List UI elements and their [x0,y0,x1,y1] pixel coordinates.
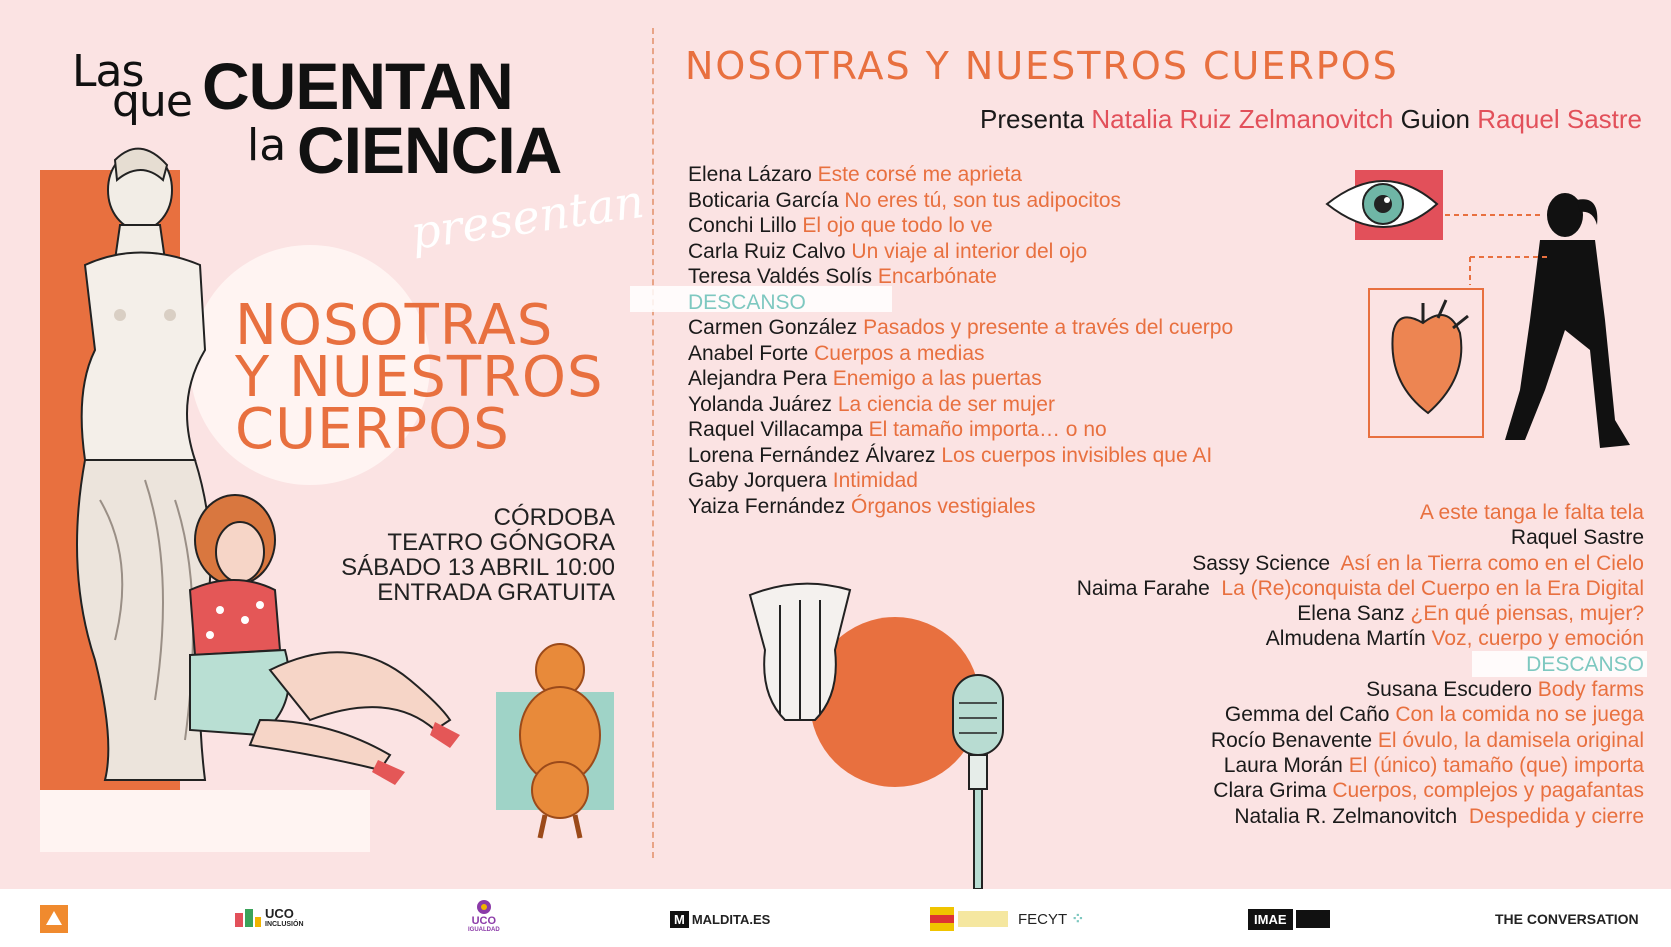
talk-title: Encarbónate [877,265,997,288]
list-item [688,315,1388,341]
talk-title: Este corsé me aprieta [817,163,1022,186]
left-panel [0,0,650,889]
uco-inclusion-text: UCO [265,906,294,921]
uco-igualdad-text: UCO [471,915,497,927]
list-item [688,213,1388,239]
talk-title: ¿En qué piensas, mujer? [1410,602,1644,626]
talk-title: Los cuerpos invisibles que AI [941,443,1213,467]
talk-title: Voz, cuerpo y emoción [1431,627,1644,651]
uco-inclusion-logo [235,903,304,935]
list-item [688,468,1388,494]
list-item [688,264,1388,290]
list-item [880,551,1644,576]
event-city: CÓRDOBA [493,504,615,531]
uco-inclusion-icon [235,909,261,929]
maldita-text: MALDITA.ES [691,911,771,927]
imae-logo [1248,903,1330,935]
microphone-illustration [945,673,1011,889]
white-floor-decoration [40,790,370,852]
left-title-line1: NOSOTRAS [235,293,554,358]
event-venue: TEATRO GÓNGORA [387,529,615,556]
list-item [688,162,1388,188]
spain-government-icon [930,907,1010,931]
speaker-name: Almudena Martín [1265,627,1426,651]
list-item [880,626,1644,651]
eye-illustration [1325,168,1445,242]
credits-line [830,104,1642,135]
writer-name: Raquel Sastre [1477,104,1642,134]
speaker-name: Anabel Forte [688,341,809,365]
brand-que-text: que [112,76,192,127]
presenter-name: Natalia Ruiz Zelmanovitch [1091,104,1394,134]
speaker-name: Yolanda Juárez [688,392,833,416]
speaker-name: Raquel Villacampa [688,418,863,441]
presenta-label: Presenta [980,104,1085,134]
the-conversation-text: THE CONVERSATION [1495,911,1639,927]
brand-la-text: la [247,120,287,171]
venus-willendorf-illustration [510,640,610,840]
talk-title: El ojo que todo lo ve [802,214,993,237]
speaker-name: Elena Sanz [1297,602,1405,626]
list-item [688,392,1388,418]
maldita-logo [670,903,770,935]
speaker-name: Naima Farahe [1076,576,1210,600]
speaker-name: Elena Lázaro [688,163,812,186]
hands-logo-icon [40,905,68,933]
vertical-divider [652,28,654,858]
talk-title: Cuerpos, complejos y pagafantas [1332,779,1644,803]
speaker-name: Carla Ruiz Calvo [688,239,846,263]
special-talk-speaker: Raquel Sastre [1510,526,1644,550]
presentan-script-text: presentan [407,173,648,261]
event-entry: ENTRADA GRATUITA [377,579,615,606]
talk-title: Pasados y presente a través del cuerpo [863,316,1234,339]
partner-logo-1 [40,903,68,935]
list-item [688,188,1388,214]
speaker-name: Gemma del Caño [1224,703,1390,727]
talk-title: El óvulo, la damisela original [1377,728,1644,752]
list-item [688,341,1388,367]
fecyt-dots-icon: ⁘ [1071,911,1085,928]
brand-ciencia-text: CIENCIA [297,113,562,187]
uco-igualdad-logo [468,899,500,939]
talk-title: Enemigo a las puertas [832,367,1042,390]
break-label: DESCANSO [1526,652,1644,676]
speaker-name: Sassy Science [1192,551,1330,575]
uco-igualdad-subtext: IGUALDAD [468,927,500,933]
uco-igualdad-icon [474,899,494,915]
corset-illustration [740,575,860,725]
talk-title: Un viaje al interior del ojo [851,239,1088,263]
speaker-name: Lorena Fernández Álvarez [688,443,936,467]
imae-theater-icon [1296,910,1330,928]
list-item [880,601,1644,626]
guion-label: Guion [1400,104,1470,134]
list-item [688,239,1388,265]
talk-title: Así en la Tierra como en el Cielo [1340,551,1644,575]
speaker-name: Conchi Lillo [688,214,797,237]
list-item [880,576,1644,601]
dashed-connector-lines [1440,200,1550,290]
talk-title: Órganos vestigiales [851,494,1036,518]
talk-title: Intimidad [832,469,918,492]
left-show-title [235,293,615,462]
speaker-name: Carmen González [688,316,858,339]
fecyt-text: FECYT [1018,910,1068,928]
left-title-line3: CUERPOS [235,397,510,462]
speaker-name: Susana Escudero [1366,678,1532,702]
talk-title: La (Re)conquista del Cuerpo en la Era Digital [1221,576,1644,600]
special-talk-title: A este tanga le falta tela [1419,501,1644,524]
event-date: SÁBADO 13 ABRIL 10:00 [341,554,615,581]
speaker-name: Yaiza Fernández [688,494,846,518]
talk-title: Body farms [1537,678,1644,702]
talk-title: No eres tú, son tus adipocitos [844,188,1122,212]
brand-las-text: Las [72,46,144,97]
fecyt-logo [930,903,1085,935]
talk-title: El (único) tamaño (que) importa [1348,753,1644,777]
talk-title: Cuerpos a medias [814,341,985,365]
talk-title: Despedida y cierre [1468,804,1644,828]
speaker-name: Natalia R. Zelmanovitch [1234,804,1458,828]
talk-title: Con la comida no se juega [1395,703,1644,727]
brand-cuentan-text: CUENTAN [202,49,513,123]
event-info [300,505,615,605]
brand-logo [72,40,592,187]
speaker-name: Laura Morán [1223,753,1343,777]
program-list-first-half [688,162,1388,519]
heart-organ-illustration [1368,288,1484,438]
talk-title: El tamaño importa… o no [868,418,1107,441]
program-title: NOSOTRAS Y NUESTROS CUERPOS [685,44,1399,88]
list-item [688,366,1388,392]
break-label: DESCANSO [688,290,806,314]
maldita-m-icon: M [670,911,689,928]
speaker-name: Gaby Jorquera [688,469,827,492]
speaker-name: Alejandra Pera [688,367,827,390]
speaker-name: Rocío Benavente [1210,728,1373,752]
speaker-name: Boticaria García [688,188,839,212]
list-item [688,443,1388,469]
list-item [688,417,1388,443]
the-conversation-logo [1495,903,1639,935]
left-title-line2: Y NUESTROS [235,345,604,410]
speaker-name: Clara Grima [1213,779,1327,803]
imae-text: IMAE [1248,909,1293,930]
talk-title: La ciencia de ser mujer [837,392,1055,416]
uco-inclusion-subtext: INCLUSIÓN [265,921,304,928]
speaker-name: Teresa Valdés Solís [688,265,873,288]
